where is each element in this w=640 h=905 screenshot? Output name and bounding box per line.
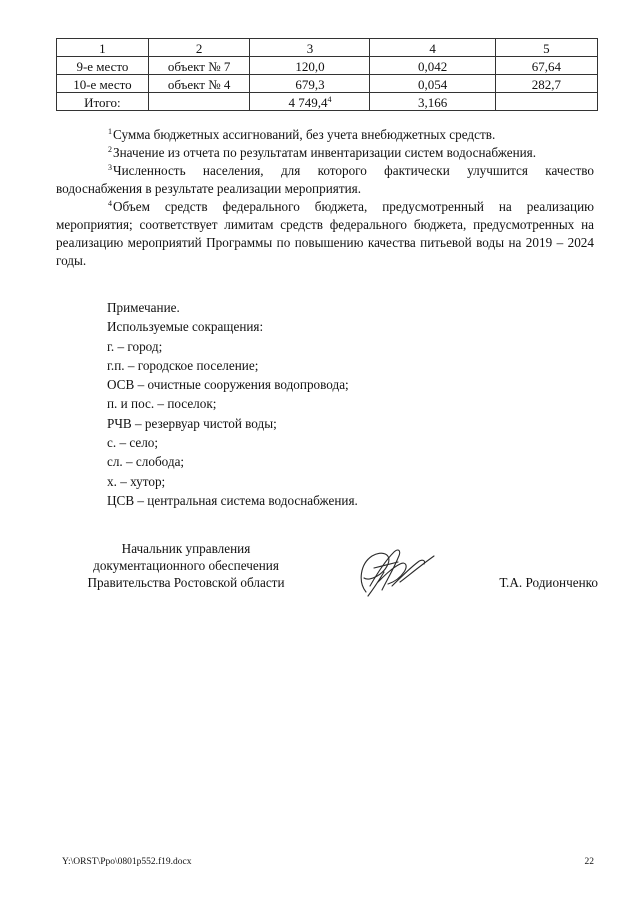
table-cell-col4: 0,054 — [370, 75, 495, 93]
table-total-label: Итого: — [57, 93, 149, 111]
signer-position-line: документационного обеспечения — [93, 558, 279, 573]
abbreviation-item: с. – село; — [107, 435, 159, 451]
footnote-number: 2 — [108, 145, 112, 154]
handwritten-signature — [348, 542, 440, 600]
table-total-row — [57, 93, 598, 111]
page-number: 22 — [584, 857, 594, 867]
footnote-3 — [56, 162, 594, 198]
footnote-text: Сумма бюджетных ассигнований, без учета внебюджетных средств. — [113, 127, 496, 142]
signer-position — [56, 540, 316, 591]
abbreviations-note — [107, 298, 587, 510]
table-cell-col3: 120,0 — [250, 57, 370, 75]
table-row — [57, 75, 598, 93]
footnote-text: Численность населения, для которого фактически улучшится качество водоснабжения в результате реализации мероприятия. — [56, 163, 594, 196]
footnote-text: Значение из отчета по результатам инвентаризации систем водоснабжения. — [113, 145, 537, 160]
table-total-empty — [148, 93, 250, 111]
footnote-text: Объем средств федерального бюджета, предусмотренный на реализацию мероприятия; соответствует лимитам средств федерального бюджета, предусмотренных на реализацию мероприятий Программы по повышению качества питьевой воды на 2019 – 2024 годы. — [56, 199, 594, 268]
footnotes — [56, 126, 594, 270]
table-cell-col4: 0,042 — [370, 57, 495, 75]
signer-position-line: Правительства Ростовской области — [87, 575, 285, 590]
table-cell-place: 9-е место — [57, 57, 149, 75]
abbreviation-item: п. и пос. – поселок; — [107, 396, 217, 412]
abbreviation-item: ОСВ – очистные сооружения водопровода; — [107, 377, 349, 393]
footnote-1 — [56, 126, 594, 144]
footnote-number: 4 — [108, 199, 112, 208]
note-subtitle: Используемые сокращения: — [107, 319, 264, 335]
table-cell-col5: 67,64 — [495, 57, 597, 75]
table-total-col3 — [250, 93, 370, 111]
table-header-cell: 5 — [495, 39, 597, 57]
table-cell-place: 10-е место — [57, 75, 149, 93]
table-header-row — [57, 39, 598, 57]
table-header-cell: 2 — [148, 39, 250, 57]
table-header-cell: 4 — [370, 39, 495, 57]
abbreviation-item: сл. – слобода; — [107, 454, 185, 470]
abbreviation-item: РЧВ – резервуар чистой воды; — [107, 415, 277, 431]
table-total-empty — [495, 93, 597, 111]
total-col3-value: 4 749,4 — [288, 94, 328, 110]
footnote-number: 3 — [108, 163, 112, 172]
total-col3-footnote-ref: 4 — [327, 94, 332, 104]
abbreviation-item: х. – хутор; — [107, 473, 166, 489]
table-cell-col5: 282,7 — [495, 75, 597, 93]
footnote-4 — [56, 198, 594, 270]
table-cell-object: объект № 4 — [148, 75, 250, 93]
footer-file-path: Y:\ORST\Ppo\0801p552.f19.docx — [62, 857, 192, 867]
table-row — [57, 57, 598, 75]
table-header-cell: 3 — [250, 39, 370, 57]
table-total-col4: 3,166 — [370, 93, 495, 111]
abbreviation-item: ЦСВ – центральная система водоснабжения. — [107, 492, 358, 508]
table-cell-object: объект № 7 — [148, 57, 250, 75]
abbreviation-item: г. – город; — [107, 338, 163, 354]
note-title: Примечание. — [107, 300, 180, 315]
footnote-2 — [56, 144, 594, 162]
data-table — [56, 38, 598, 111]
abbreviation-item: г.п. – городское поселение; — [107, 357, 259, 373]
table-cell-col3: 679,3 — [250, 75, 370, 93]
table-header-cell: 1 — [57, 39, 149, 57]
footnote-number: 1 — [108, 127, 112, 136]
signer-name: Т.А. Родионченко — [499, 575, 598, 590]
signer-position-line: Начальник управления — [121, 541, 251, 556]
